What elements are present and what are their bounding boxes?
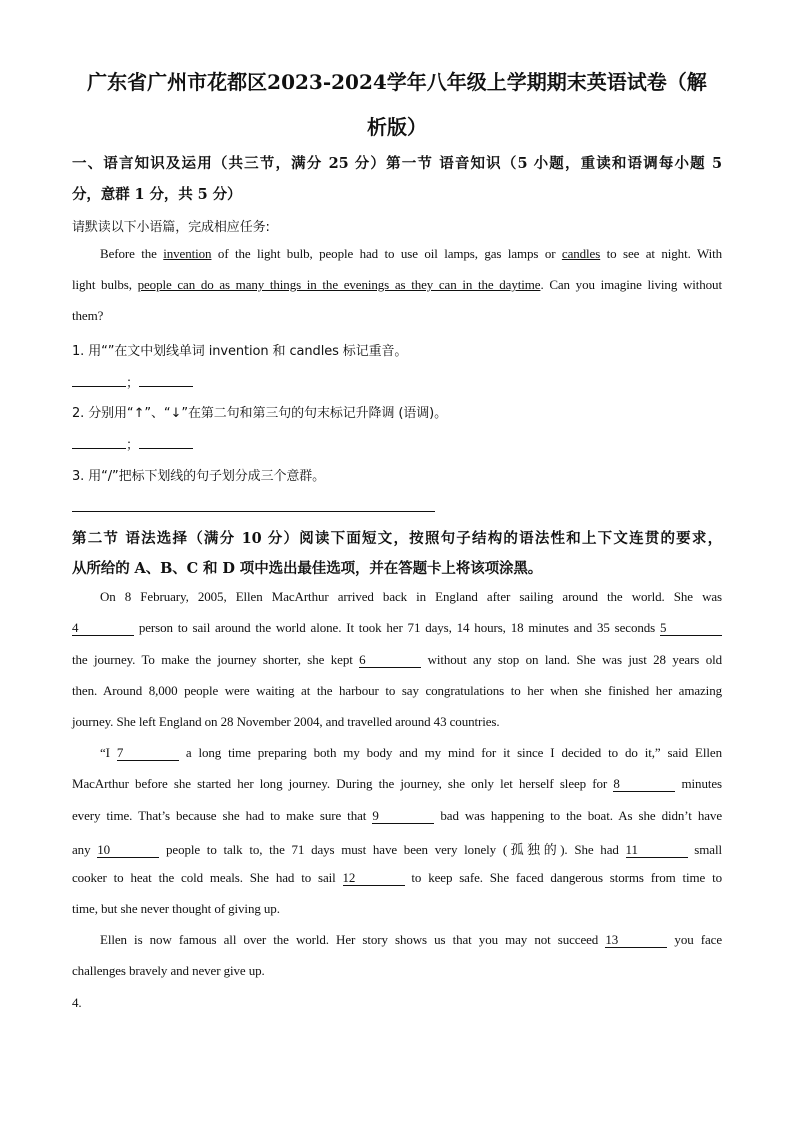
- answer-line-3[interactable]: [72, 511, 435, 512]
- passage-text: without any stop on land. She was just 28 years old: [421, 652, 722, 667]
- passage-line-3: them?: [72, 308, 104, 323]
- passage-line-1: [72, 246, 722, 262]
- blank-9[interactable]: 9: [372, 809, 434, 824]
- blank-5[interactable]: 5: [660, 621, 722, 636]
- passage2-line: [72, 839, 722, 858]
- question-2: 2. 分别用“↑”、“↓”在第二句和第三句的句末标记升降调 (语调)。: [72, 406, 448, 421]
- blank-10[interactable]: 10: [97, 843, 159, 858]
- blank-13[interactable]: 13: [605, 933, 667, 948]
- passage-text: MacArthur before she started her long journey. During the journey, she only let herself sleep for: [72, 776, 614, 791]
- blank-7[interactable]: 7: [117, 746, 179, 761]
- passage-text: a long time preparing both my body and my mind for it since I decided to do it,” said Ellen: [178, 745, 722, 760]
- answer-blank[interactable]: [72, 434, 126, 449]
- section1-heading: 一、语言知识及运用（共三节，满分 25 分）第一节 语音知识（5 小题，重读和语调每小题 5: [72, 155, 722, 172]
- question-number: 4.: [72, 995, 82, 1010]
- passage-text: you face: [667, 932, 722, 947]
- blank-8[interactable]: 8: [613, 777, 675, 792]
- answer-blank[interactable]: [72, 372, 126, 387]
- section1-heading-cont: 分，意群 1 分，共 5 分）: [72, 186, 242, 203]
- passage2-line: [72, 808, 722, 824]
- passage2-line: [72, 776, 722, 792]
- passage-text: small: [687, 842, 722, 857]
- passage2-line: [72, 652, 722, 668]
- passage-text: to see at night. With: [600, 246, 723, 261]
- underlined-word-candles: candles: [561, 246, 601, 261]
- blank-12[interactable]: 12: [343, 871, 405, 886]
- passage2-line: journey. She left England on 28 November 2004, and travelled around 43 countries.: [72, 714, 500, 729]
- passage2-line: challenges bravely and never give up.: [72, 963, 265, 978]
- passage-text: people to talk to, the 71 days must have been very lonely (孤独的). She had: [159, 842, 626, 857]
- section2-heading-cont: 从所给的 A、B、C 和 D 项中选出最佳选项，并在答题卡上将该项涂黑。: [72, 560, 543, 577]
- passage2-line: [72, 745, 722, 761]
- passage-text: to keep safe. She faced dangerous storms from time to: [404, 870, 722, 885]
- passage-text: Ellen is now famous all over the world. Her story shows us that you may not succeed: [100, 932, 606, 947]
- passage-text: the journey. To make the journey shorter, she kept: [72, 652, 360, 667]
- passage-text: person to sail around the world alone. It took her 71 days, 14 hours, 18 minutes and 35 seconds: [134, 620, 660, 635]
- question-1: 1. 用“”在文中划线单词 invention 和 candles 标记重音。: [72, 344, 408, 359]
- passage-text: light bulbs,: [72, 277, 138, 292]
- passage-line-2: [72, 277, 722, 293]
- underlined-word-invention: invention: [163, 246, 212, 261]
- blank-4[interactable]: 4: [72, 621, 134, 636]
- passage2-line: then. Around 8,000 people were waiting at the harbour to say congratulations to her when she finished her amazing: [72, 683, 722, 698]
- passage2-line: [72, 620, 722, 636]
- section1-instruction: 请默读以下小语篇，完成相应任务:: [72, 220, 270, 235]
- passage2-line: On 8 February, 2005, Ellen MacArthur arrived back in England after sailing around the world. She was: [100, 589, 722, 604]
- answer-line-2: [72, 434, 722, 453]
- page-title-continued: 析版）: [367, 115, 427, 139]
- passage-text: of the light bulb, people had to use oil lamps, gas lamps or: [211, 246, 562, 261]
- passage-text: cooker to heat the cold meals. She had to sail: [72, 870, 343, 885]
- passage-text: every time. That’s because she had to make sure that: [72, 808, 373, 823]
- section2-heading: 第二节 语法选择（满分 10 分）阅读下面短文，按照句子结构的语法性和上下文连贯的要求，: [72, 530, 722, 547]
- blank-6[interactable]: 6: [359, 653, 421, 668]
- passage-text: . Can you imagine living without: [540, 277, 722, 292]
- passage2-line: [72, 870, 722, 886]
- answer-blank[interactable]: [139, 434, 193, 449]
- separator: ；: [126, 438, 139, 453]
- passage2-line: time, but she never thought of giving up.: [72, 901, 280, 916]
- answer-line-1: [72, 372, 722, 391]
- blank-11[interactable]: 11: [626, 843, 688, 858]
- separator: ；: [126, 376, 139, 391]
- passage-text: any: [72, 842, 98, 857]
- passage-text: “I: [100, 745, 117, 760]
- page-title: 广东省广州市花都区2023-2024学年八年级上学期期末英语试卷（解: [87, 70, 707, 94]
- underlined-sentence: people can do as many things in the evenings as they can in the daytime: [137, 277, 541, 292]
- passage-text: Before the: [100, 246, 164, 261]
- passage2-line: [72, 932, 722, 948]
- passage-text: bad was happening to the boat. As she didn’t have: [434, 808, 722, 823]
- passage-text: minutes: [675, 776, 722, 791]
- question-3: 3. 用“/”把标下划线的句子划分成三个意群。: [72, 469, 326, 484]
- answer-blank[interactable]: [139, 372, 193, 387]
